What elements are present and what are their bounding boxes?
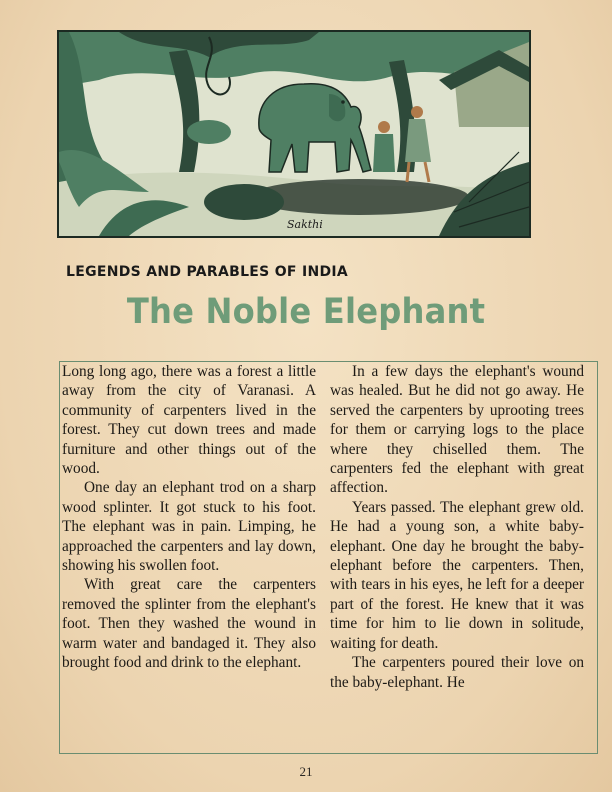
story-text-frame xyxy=(59,361,598,754)
artist-signature: Sakthi xyxy=(287,218,323,231)
left-column xyxy=(62,362,316,673)
story-title: The Noble Elephant xyxy=(126,292,486,332)
paragraph: Long long ago, there was a forest a little away from the city of Varanasi. A community of carpenters lived in the forest. They cut down trees and made furniture and other things out of the wood. xyxy=(62,363,316,478)
paragraph: The carpenters poured their love on the baby-elephant. He xyxy=(330,654,584,691)
story-illustration xyxy=(57,30,531,238)
page-number: 21 xyxy=(299,764,313,779)
right-column xyxy=(330,362,584,692)
paragraph: One day an elephant trod on a sharp wood splinter. It got stuck to his foot. The elephant was in pain. Limping, he approached the carpenters and lay down, showing his swollen foot. xyxy=(62,479,316,575)
paragraph: Years passed. The elephant grew old. He had a young son, a white baby-elephant. One day he brought the baby-elephant before the carpenters. Then, with tears in his eyes, he left for a deeper part of the forest. He knew that it was time for him to lie down in solitude, waiting for death. xyxy=(330,498,584,652)
paragraph: In a few days the elephant's wound was healed. But he did not go away. He served the carpenters by uprooting trees for them or carrying logs to the place where they chiselled them. The carpenters fed the elephant with great affection. xyxy=(330,363,584,497)
series-title: LEGENDS AND PARABLES OF INDIA xyxy=(66,264,349,280)
paragraph: With great care the carpenters removed the splinter from the elephant's foot. Then they washed the wound in warm water and bandaged it. They also brought food and drink to the elephant. xyxy=(62,576,316,672)
forest-elephant-illustration xyxy=(59,32,529,236)
